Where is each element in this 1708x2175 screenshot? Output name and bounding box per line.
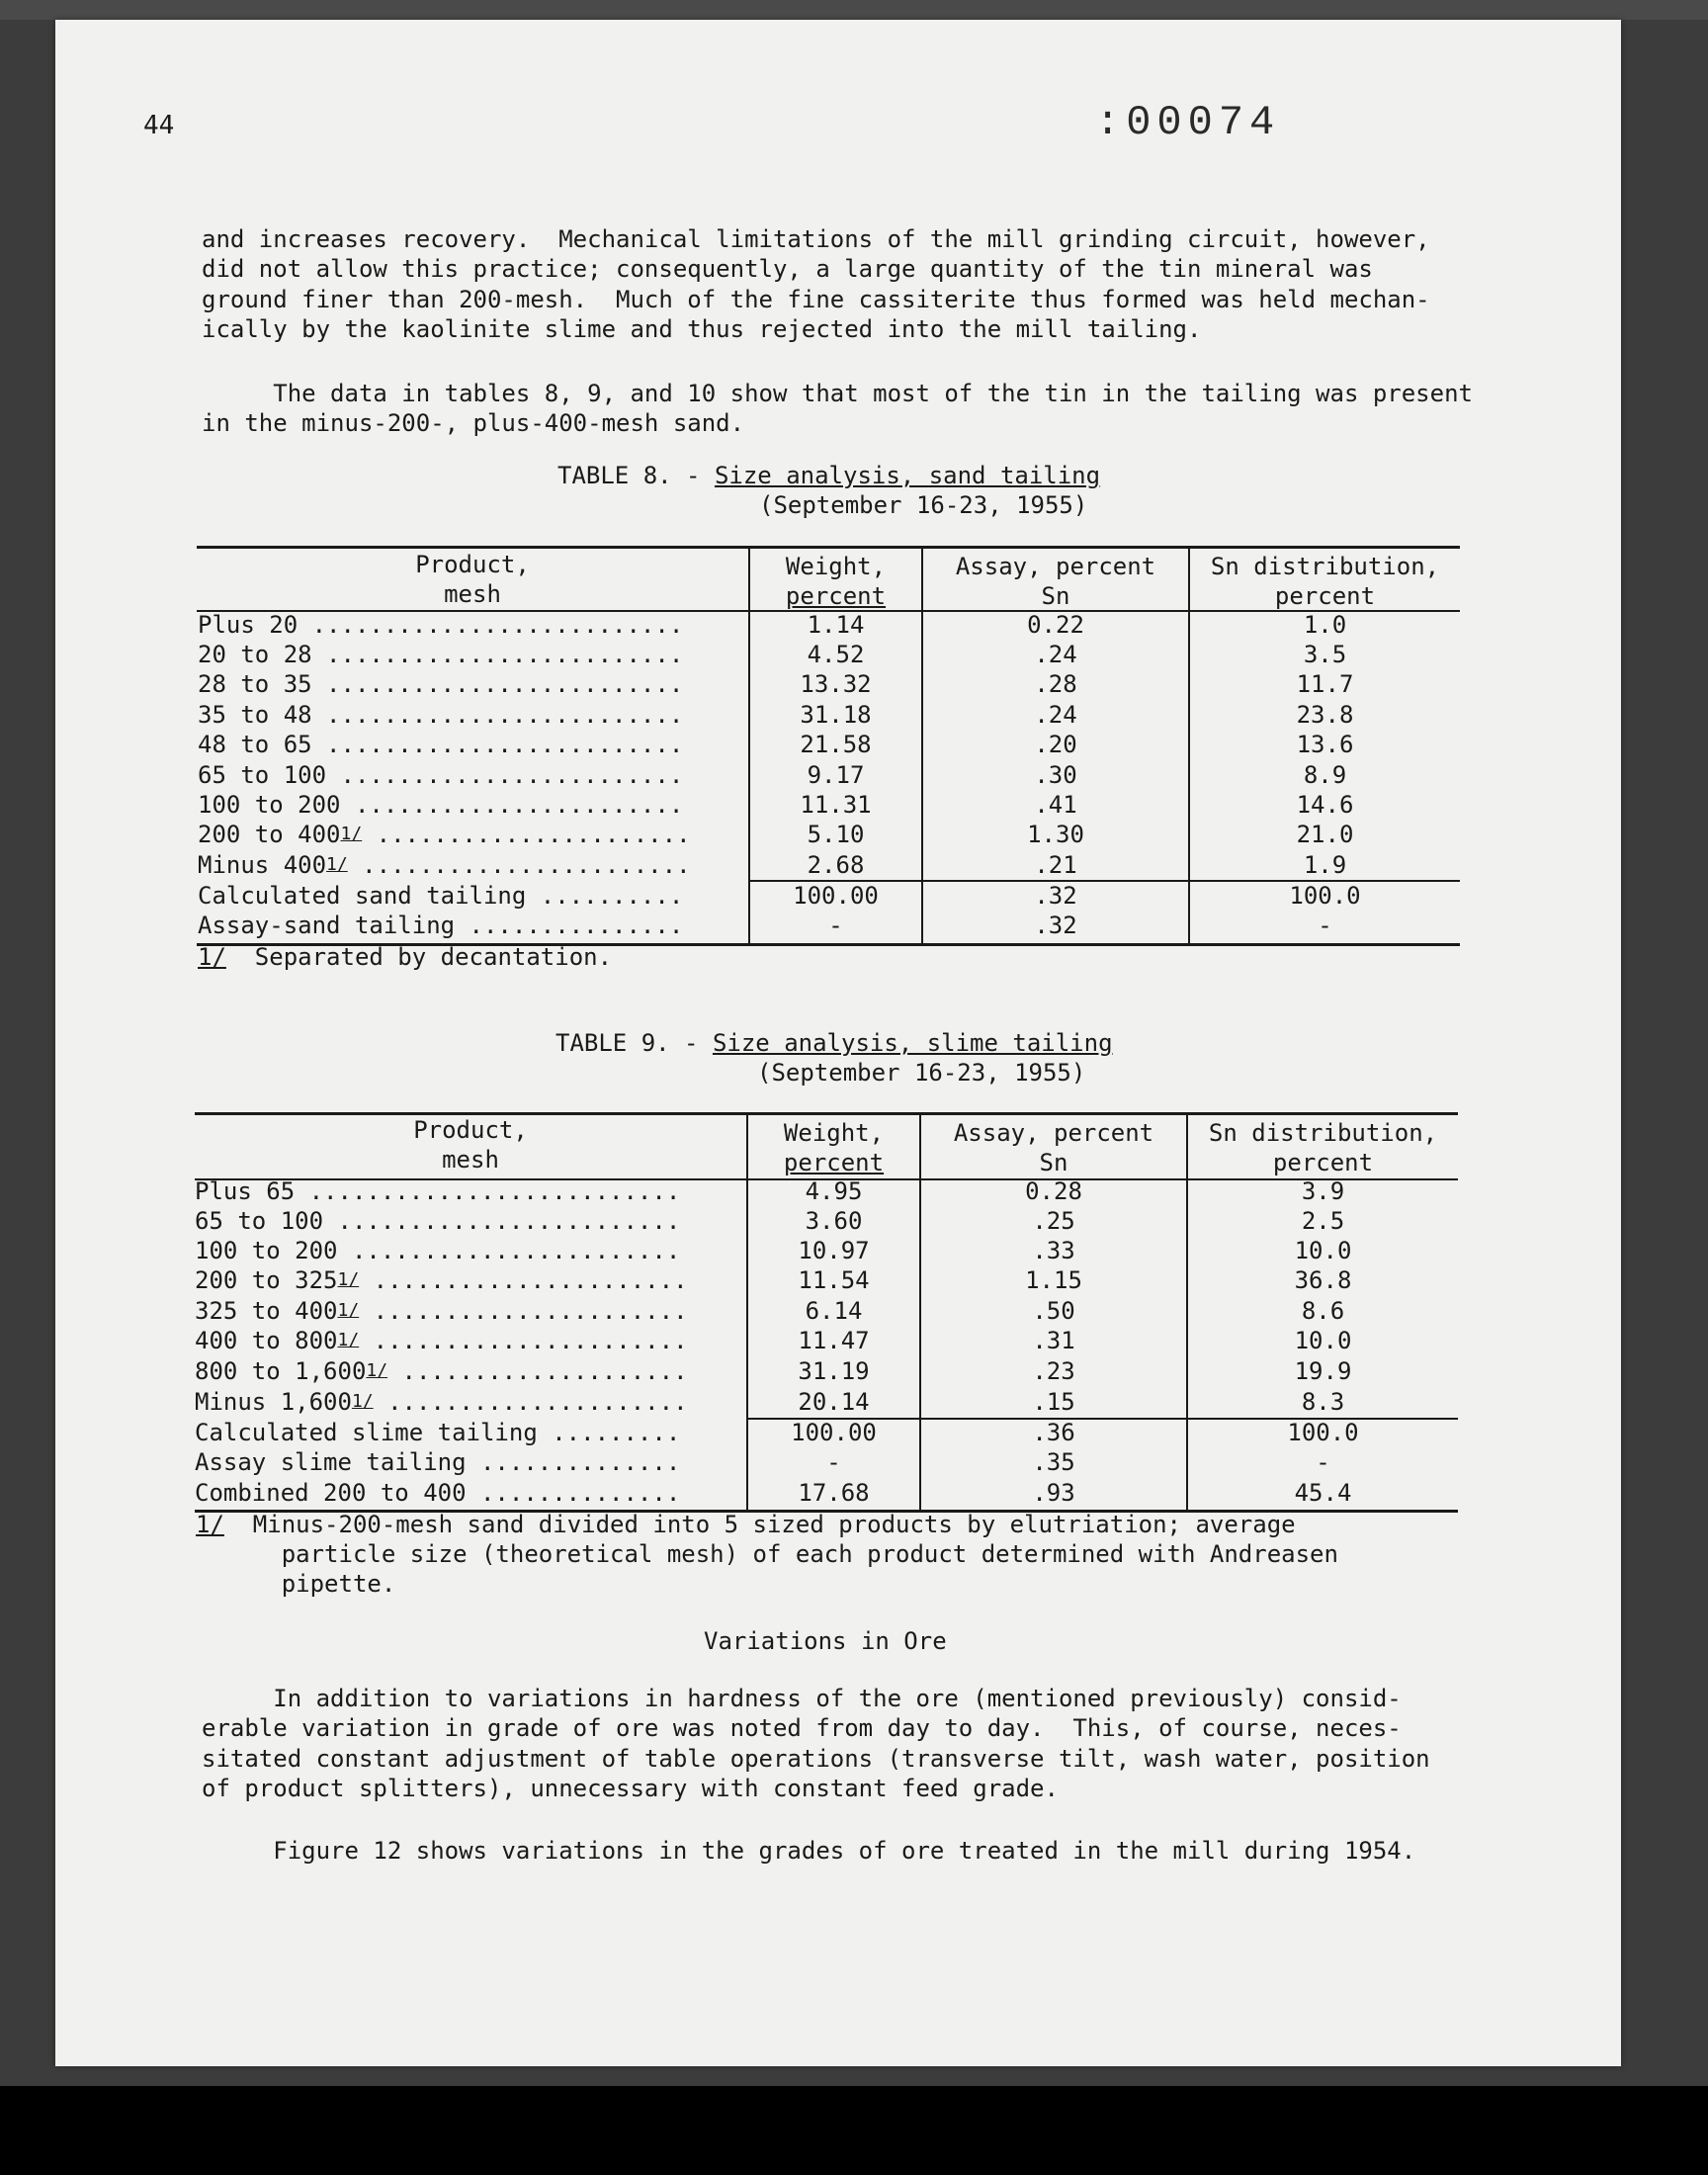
table-cell-assay: .31 xyxy=(1032,1327,1075,1354)
scan-bottom-band xyxy=(0,2086,1708,2175)
table-cell-distribution: 1.0 xyxy=(1303,611,1347,639)
table-cell-weight: 1.14 xyxy=(807,611,865,639)
text-line: sitated constant adjustment of table operations (transverse tilt, wash water, position xyxy=(202,1745,1430,1773)
table-row-product: Plus 65 .......................... xyxy=(195,1177,681,1205)
text-line: did not allow this practice; consequently, a large quantity of the tin mineral was xyxy=(202,255,1373,283)
table-row-product: Plus 20 .......................... xyxy=(198,611,684,639)
table-cell-assay: .24 xyxy=(1034,641,1077,668)
table-cell-distribution: - xyxy=(1316,1448,1330,1476)
page-number: 44 xyxy=(143,111,175,140)
table-cell-distribution: 2.5 xyxy=(1301,1207,1345,1235)
table-cell-weight: 11.54 xyxy=(798,1266,870,1294)
table-row-combined: Combined 200 to 400 .............. xyxy=(195,1479,681,1507)
table-cell-assay: .32 xyxy=(1034,882,1077,910)
table-cell-weight: 11.31 xyxy=(800,791,872,819)
table-cell-distribution: 1.9 xyxy=(1303,851,1347,879)
table-row-product: 200 to 325$^{1/}$ ...................... xyxy=(195,1266,688,1294)
table-cell-weight: 10.97 xyxy=(798,1237,870,1264)
table-cell-distribution: 8.9 xyxy=(1303,761,1347,789)
table-subtitle: (September 16-23, 1955) xyxy=(759,491,1088,519)
text-line: in the minus-200-, plus-400-mesh sand. xyxy=(202,409,745,437)
table-number: TABLE 9. - xyxy=(555,1029,713,1057)
header-weight: Weight, percent xyxy=(783,1119,885,1176)
table-row-assay: Assay-sand tailing ............... xyxy=(198,912,684,939)
table-cell-distribution: 21.0 xyxy=(1296,821,1354,848)
table-row-product: 200 to 400$^{1/}$ ...................... xyxy=(198,821,691,848)
table-row-product: 100 to 200 ....................... xyxy=(195,1237,681,1264)
table-cell-assay: .23 xyxy=(1032,1357,1075,1385)
table-cell-assay: .24 xyxy=(1034,701,1077,729)
table-cell-distribution: 100.0 xyxy=(1289,882,1361,910)
table-row-product: 48 to 65 ......................... xyxy=(198,731,684,758)
table-cell-distribution: 11.7 xyxy=(1296,670,1354,698)
table-row-product: 28 to 35 ......................... xyxy=(198,670,684,698)
table-row-assay: Assay slime tailing .............. xyxy=(195,1448,681,1476)
table-footnote-line: pipette. xyxy=(196,1570,396,1598)
table-cell-assay: .15 xyxy=(1032,1388,1075,1416)
table-row-product: 20 to 28 ......................... xyxy=(198,641,684,668)
table-cell-assay: .93 xyxy=(1032,1479,1075,1507)
table-cell-distribution: 10.0 xyxy=(1294,1327,1352,1354)
table-cell-assay: 0.22 xyxy=(1027,611,1084,639)
text-line: ically by the kaolinite slime and thus rejected into the mill tailing. xyxy=(202,315,1202,343)
text-line: In addition to variations in hardness of the ore (mentioned previously) consid- xyxy=(202,1685,1402,1712)
table-title xyxy=(557,461,1100,490)
text-line: erable variation in grade of ore was noted from day to day. This, of course, neces- xyxy=(202,1714,1402,1742)
table-cell-weight: 6.14 xyxy=(805,1297,863,1325)
header-distribution: Sn distribution, percent xyxy=(1208,1119,1438,1176)
table-cell-assay: .25 xyxy=(1032,1207,1075,1235)
table-cell-assay: 1.15 xyxy=(1025,1266,1082,1294)
table-cell-assay: .50 xyxy=(1032,1297,1075,1325)
text-line: and increases recovery. Mechanical limitations of the mill grinding circuit, however, xyxy=(202,225,1430,253)
header-product: Product, mesh xyxy=(415,551,530,608)
table-row-product: 400 to 800$^{1/}$ ...................... xyxy=(195,1327,688,1354)
table-row-product: 65 to 100 ........................ xyxy=(198,761,684,789)
table-subtitle: (September 16-23, 1955) xyxy=(757,1059,1086,1087)
table-cell-assay: .21 xyxy=(1034,851,1077,879)
table-cell-assay: .30 xyxy=(1034,761,1077,789)
scan-top-edge xyxy=(0,0,1708,20)
figure-reference: Figure 12 shows variations in the grades of ore treated in the mill during 1954. xyxy=(202,1837,1416,1865)
table-footnote: 1/ Separated by decantation. xyxy=(198,943,613,971)
table-footnote: 1/ Minus-200-mesh sand divided into 5 sized products by elutriation; average xyxy=(196,1511,1296,1538)
text-line: The data in tables 8, 9, and 10 show that most of the tin in the tailing was present xyxy=(202,380,1473,407)
text-line: of product splitters), unnecessary with constant feed grade. xyxy=(202,1775,1059,1802)
table-cell-assay: .33 xyxy=(1032,1237,1075,1264)
table-cell-weight: 31.18 xyxy=(800,701,872,729)
table-cell-distribution: - xyxy=(1318,912,1332,939)
table-cell-distribution: 23.8 xyxy=(1296,701,1354,729)
table-cell-weight: 11.47 xyxy=(798,1327,870,1354)
table-cell-weight: 4.95 xyxy=(805,1177,863,1205)
table-cell-weight: 17.68 xyxy=(798,1479,870,1507)
header-assay: Assay, percent Sn xyxy=(955,553,1156,610)
header-distribution: Sn distribution, percent xyxy=(1210,553,1440,610)
table-cell-weight: 21.58 xyxy=(800,731,872,758)
table-cell-distribution: 13.6 xyxy=(1296,731,1354,758)
table-cell-weight: - xyxy=(828,912,843,939)
table-cell-distribution: 19.9 xyxy=(1294,1357,1352,1385)
table-cell-weight: - xyxy=(826,1448,841,1476)
table-cell-weight: 3.60 xyxy=(805,1207,863,1235)
table-cell-assay: .20 xyxy=(1034,731,1077,758)
table-row-product: 100 to 200 ....................... xyxy=(198,791,684,819)
table-row-product: Minus 1,600$^{1/}$ ..................... xyxy=(195,1388,688,1416)
table-cell-distribution: 3.9 xyxy=(1301,1177,1345,1205)
table-cell-weight: 31.19 xyxy=(798,1357,870,1385)
table-row-product: 800 to 1,600$^{1/}$ .................... xyxy=(195,1357,688,1385)
text-line: ground finer than 200-mesh. Much of the fine cassiterite thus formed was held mechan- xyxy=(202,286,1430,313)
table-cell-weight: 4.52 xyxy=(807,641,865,668)
table-top-rule xyxy=(197,546,1460,549)
table-number: TABLE 8. - xyxy=(557,462,715,489)
table-cell-assay: 1.30 xyxy=(1027,821,1084,848)
table-cell-weight: 100.00 xyxy=(791,1419,877,1446)
table-cell-assay: .41 xyxy=(1034,791,1077,819)
table-cell-distribution: 100.0 xyxy=(1287,1419,1359,1446)
header-assay: Assay, percent Sn xyxy=(953,1119,1154,1176)
table-row-product: 325 to 400$^{1/}$ ...................... xyxy=(195,1297,688,1325)
table-row-total: Calculated sand tailing .......... xyxy=(198,882,684,910)
table-cell-distribution: 8.3 xyxy=(1301,1388,1345,1416)
table-row-product: 35 to 48 ......................... xyxy=(198,701,684,729)
table-cell-distribution: 45.4 xyxy=(1294,1479,1352,1507)
table-caption: Size analysis, sand tailing xyxy=(714,462,1101,489)
header-product: Product, mesh xyxy=(413,1116,528,1174)
table-cell-weight: 2.68 xyxy=(807,851,865,879)
table-cell-distribution: 14.6 xyxy=(1296,791,1354,819)
table-row-product: Minus 400$^{1/}$ ....................... xyxy=(198,851,691,879)
table-cell-assay: .35 xyxy=(1032,1448,1075,1476)
table-row-total: Calculated slime tailing ......... xyxy=(195,1419,681,1446)
table-cell-distribution: 8.6 xyxy=(1301,1297,1345,1325)
table-title xyxy=(555,1028,1113,1058)
table-cell-distribution: 3.5 xyxy=(1303,641,1347,668)
table-cell-assay: 0.28 xyxy=(1025,1177,1082,1205)
table-cell-weight: 100.00 xyxy=(793,882,879,910)
table-cell-distribution: 36.8 xyxy=(1294,1266,1352,1294)
section-heading: Variations in Ore xyxy=(704,1627,947,1655)
header-weight: Weight, percent xyxy=(785,553,887,610)
table-cell-assay: .36 xyxy=(1032,1419,1075,1446)
table-cell-weight: 9.17 xyxy=(807,761,865,789)
table-footnote-line: particle size (theoretical mesh) of each product determined with Andreasen xyxy=(196,1540,1338,1568)
table-cell-weight: 13.32 xyxy=(800,670,872,698)
table-cell-weight: 20.14 xyxy=(798,1388,870,1416)
table-row-product: 65 to 100 ........................ xyxy=(195,1207,681,1235)
table-cell-assay: .32 xyxy=(1034,912,1077,939)
table-cell-distribution: 10.0 xyxy=(1294,1237,1352,1264)
table-caption: Size analysis, slime tailing xyxy=(712,1029,1113,1057)
table-cell-weight: 5.10 xyxy=(807,821,865,848)
table-cell-assay: .28 xyxy=(1034,670,1077,698)
document-serial-number: :00074 xyxy=(1095,99,1281,146)
